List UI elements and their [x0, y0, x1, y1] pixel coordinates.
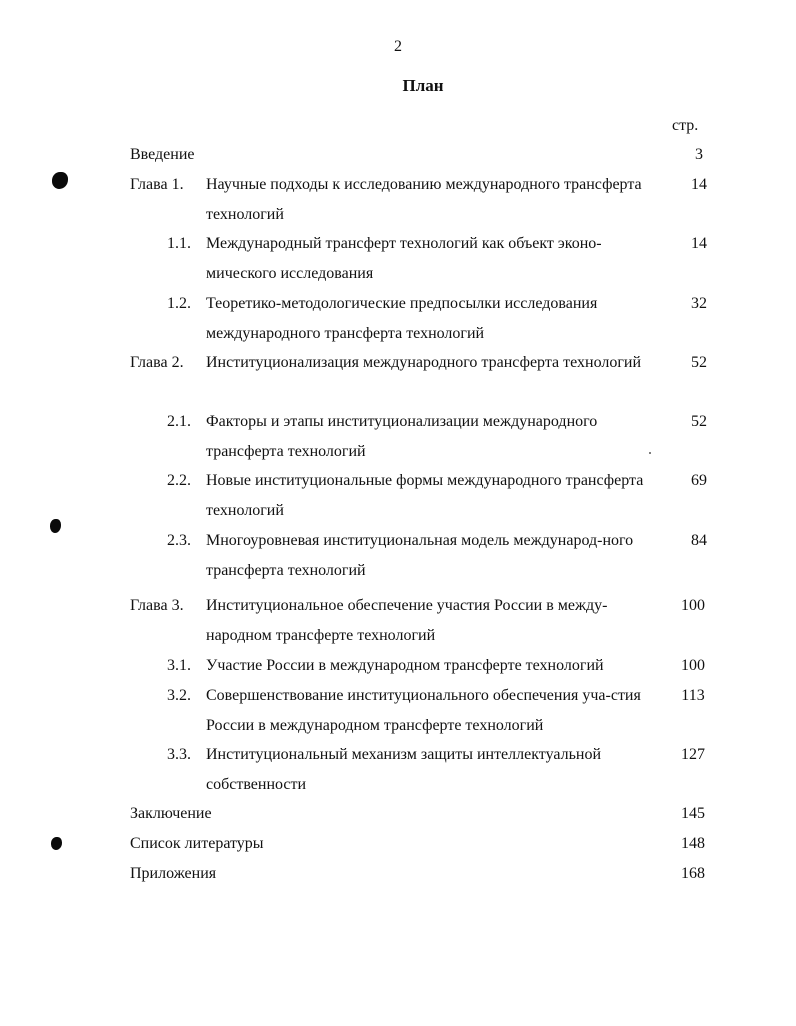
scan-blot-top	[52, 172, 68, 189]
section-title: Теоретико-методологические предпосылки исследования международного трансферта технологий	[206, 295, 598, 342]
toc-entry-label: Введение	[130, 146, 195, 163]
section-title: Институциональный механизм защиты интеллектуальной собственности	[206, 746, 602, 793]
toc-page-number: 52	[691, 354, 707, 371]
pages-column-header: стр.	[672, 117, 699, 134]
toc-page-number: 113	[681, 687, 705, 704]
chapter-number: Глава 3.	[130, 597, 184, 614]
section-title: Международный трансферт технологий как объект эконо-мического исследования	[206, 235, 602, 282]
toc-page-number: 168	[681, 865, 705, 882]
scan-blot-bottom	[51, 837, 62, 850]
section-number: 3.2.	[167, 687, 191, 704]
chapter-number: Глава 2.	[130, 354, 184, 371]
toc-page-number: 84	[691, 532, 707, 549]
section-number: 3.3.	[167, 746, 191, 763]
scan-dot	[649, 452, 651, 454]
section-number: 2.3.	[167, 532, 191, 549]
toc-entry-label: Список литературы	[130, 835, 264, 852]
chapter-number: Глава 1.	[130, 176, 184, 193]
section-title: Участие России в международном трансферте технологий	[206, 657, 604, 674]
toc-page-number: 52	[691, 413, 707, 430]
chapter-title: Институциональное обеспечение участия России в между-народном трансферте технологий	[206, 597, 608, 644]
section-number: 2.1.	[167, 413, 191, 430]
chapter-title: Научные подходы к исследованию международного трансферта технологий	[206, 176, 642, 223]
chapter-title: Институционализация международного трансферта технологий	[206, 354, 642, 371]
toc-page-number: 100	[681, 597, 705, 614]
section-number: 2.2.	[167, 472, 191, 489]
scan-blot-middle	[50, 519, 61, 533]
section-title: Многоуровневая институциональная модель международ-ного трансферта технологий	[206, 532, 634, 579]
page-number: 2	[394, 38, 402, 55]
toc-page-number: 145	[681, 805, 705, 822]
toc-page-number: 127	[681, 746, 705, 763]
section-title: Факторы и этапы институционализации международного трансферта технологий	[206, 413, 598, 460]
section-number: 1.2.	[167, 295, 191, 312]
toc-entry-label: Приложения	[130, 865, 217, 882]
section-title: Совершенствование институционального обеспечения уча-стия России в международном трансферте технологий	[206, 687, 641, 734]
toc-entry-label: Заключение	[130, 805, 212, 822]
toc-page-number: 32	[691, 295, 707, 312]
toc-page-number: 14	[691, 176, 707, 193]
toc-page-number: 14	[691, 235, 707, 252]
page-title: План	[402, 76, 444, 95]
toc-page-number: 100	[681, 657, 705, 674]
section-number: 1.1.	[167, 235, 191, 252]
section-number: 3.1.	[167, 657, 191, 674]
section-title: Новые институциональные формы международного трансферта технологий	[206, 472, 644, 519]
toc-page-number: 69	[691, 472, 707, 489]
toc-page-number: 3	[695, 146, 703, 163]
toc-page-number: 148	[681, 835, 705, 852]
